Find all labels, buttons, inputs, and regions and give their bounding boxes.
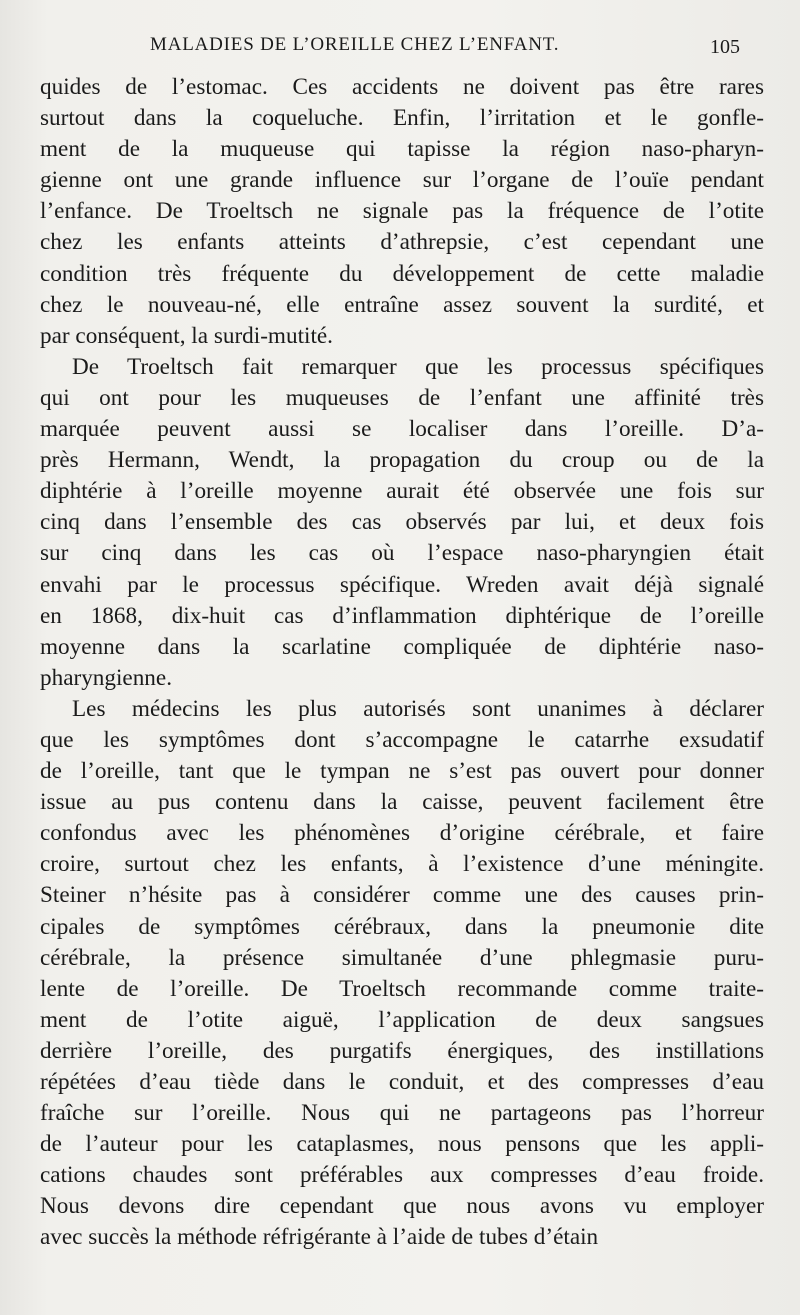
text-line: confondus avec les phénomènes d’origine cérébrale, et faire	[40, 820, 764, 847]
text-line: Les médecins les plus autorisés sont unanimes à déclarer	[72, 695, 764, 722]
body-text	[40, 72, 764, 1254]
text-line: ment de l’otite aiguë, l’application de deux sangsues	[40, 1006, 764, 1033]
text-line: sur cinq dans les cas où l’espace naso-pharyngien était	[40, 540, 764, 567]
text-line: répétées d’eau tiède dans le conduit, et des compresses d’eau	[40, 1069, 764, 1095]
text-line: issue au pus contenu dans la caisse, peuvent facilement être	[40, 789, 764, 816]
text-line: pharyngienne.	[40, 664, 172, 691]
text-line: ment de la muqueuse qui tapisse la région naso-pharyn-	[40, 136, 764, 163]
text-line: moyenne dans la scarlatine compliquée de diphtérie naso-	[40, 633, 764, 660]
text-line: cations chaudes sont préférables aux compresses d’eau froide.	[40, 1162, 764, 1189]
running-title: MALADIES DE L’OREILLE CHEZ L’ENFANT.	[150, 34, 560, 55]
text-line: chez les enfants atteints d’athrepsie, c’est cependant une	[40, 229, 764, 256]
text-line: quides de l’estomac. Ces accidents ne doivent pas être rares	[40, 74, 764, 100]
text-line: cinq dans l’ensemble des cas observés par lui, et deux fois	[40, 509, 764, 536]
text-line: en 1868, dix-huit cas d’inflammation diphtérique de l’oreille	[40, 602, 764, 629]
paragraph	[40, 694, 764, 1254]
text-line: Nous devons dire cependant que nous avons vu employer	[40, 1193, 764, 1220]
text-line: lente de l’oreille. De Troeltsch recommande comme traite-	[40, 975, 764, 1002]
text-line: l’enfance. De Troeltsch ne signale pas la fréquence de l’otite	[40, 198, 764, 225]
page-number: 105	[710, 36, 740, 58]
text-line: croire, surtout chez les enfants, à l’existence d’une méningite.	[40, 851, 764, 878]
text-line: cipales de symptômes cérébraux, dans la pneumonie dite	[40, 913, 764, 940]
text-line: de l’auteur pour les cataplasmes, nous pensons que les appli-	[40, 1131, 764, 1158]
text-line: De Troeltsch fait remarquer que les processus spécifiques	[72, 353, 764, 380]
text-line: cérébrale, la présence simultanée d’une phlegmasie puru-	[40, 944, 764, 971]
text-line: derrière l’oreille, des purgatifs énergiques, des instillations	[40, 1037, 764, 1064]
text-line: avec succès la méthode réfrigérante à l’aide de tubes d’étain	[40, 1224, 599, 1251]
text-line: de l’oreille, tant que le tympan ne s’est pas ouvert pour donner	[40, 758, 764, 785]
text-line: surtout dans la coqueluche. Enfin, l’irritation et le gonfle-	[40, 105, 764, 132]
text-line: condition très fréquente du développement de cette maladie	[40, 260, 764, 287]
paragraph	[40, 72, 764, 352]
text-line: fraîche sur l’oreille. Nous qui ne partageons pas l’horreur	[40, 1100, 764, 1127]
text-line: chez le nouveau-né, elle entraîne assez souvent la surdité, et	[40, 291, 764, 318]
text-line: envahi par le processus spécifique. Wreden avait déjà signalé	[40, 571, 764, 598]
text-line: diphtérie à l’oreille moyenne aurait été observée une fois sur	[40, 478, 764, 505]
text-line: gienne ont une grande influence sur l’organe de l’ouïe pendant	[40, 167, 764, 194]
paragraph	[40, 352, 764, 694]
text-line: que les symptômes dont s’accompagne le catarrhe exsudatif	[40, 726, 764, 753]
text-line: près Hermann, Wendt, la propagation du croup ou de la	[40, 447, 764, 474]
text-line: qui ont pour les muqueuses de l’enfant une affinité très	[40, 384, 764, 411]
text-line: Steiner n’hésite pas à considérer comme une des causes prin-	[40, 882, 764, 909]
page-header	[40, 34, 740, 64]
text-line: par conséquent, la surdi-mutité.	[40, 322, 333, 349]
text-line: marquée peuvent aussi se localiser dans l’oreille. D’a-	[40, 416, 764, 443]
